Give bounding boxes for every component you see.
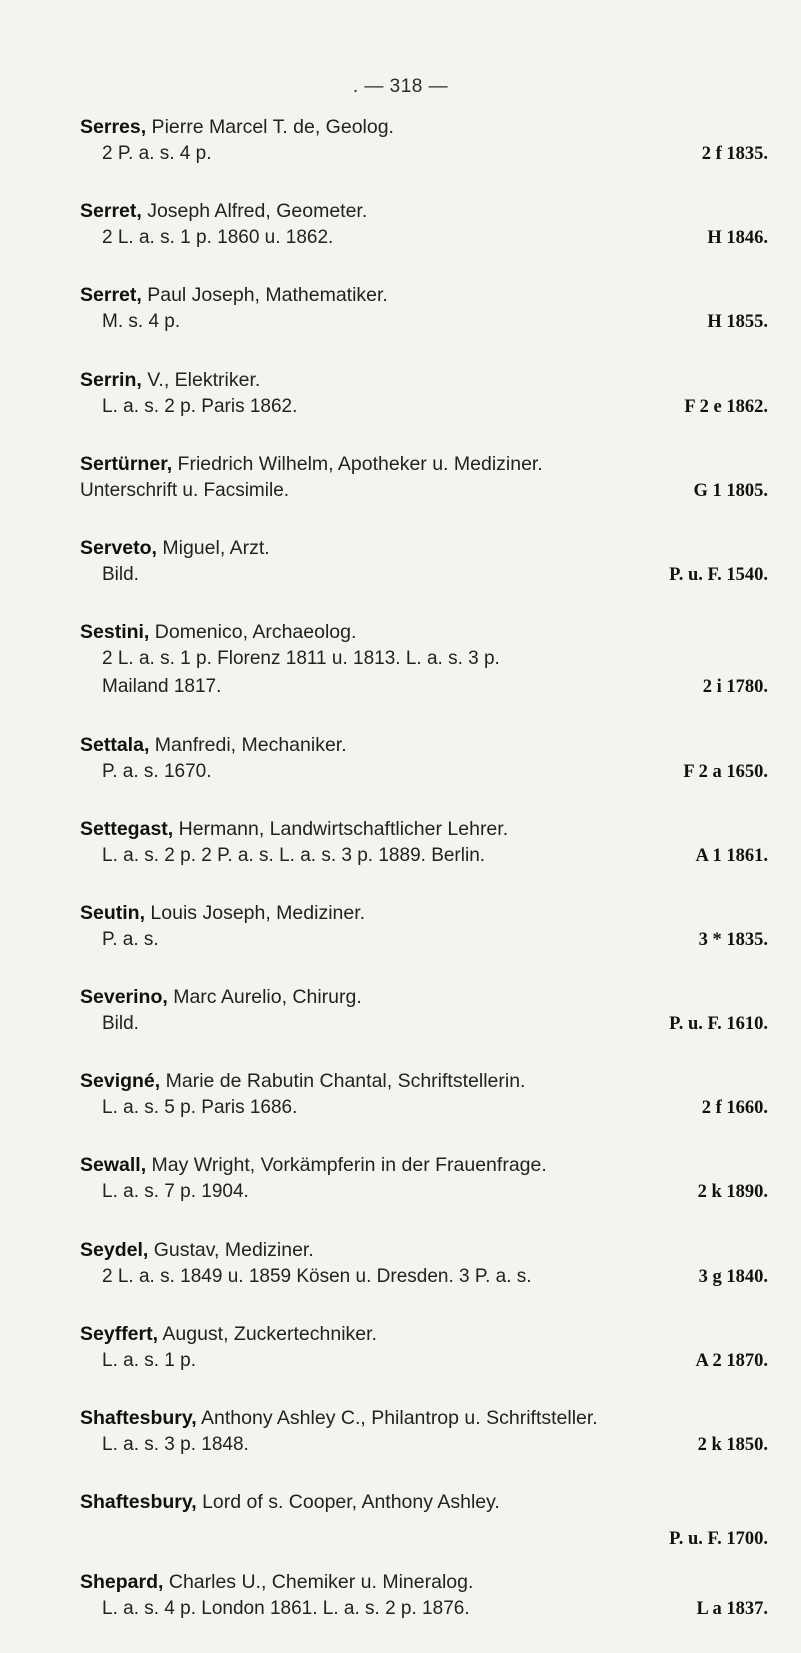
entry-heading [80,900,768,926]
entry-description: Friedrich Wilhelm, Apotheker u. Mediziner. [172,452,543,475]
entry-heading [80,198,768,224]
entry-description: Domenico, Archaeolog. [149,621,357,644]
entry-detail: L. a. s. 7 p. 1904. [102,1181,249,1203]
entry-name: Severino, [80,986,168,1009]
entry-detail: Bild. [102,563,139,585]
entry-signature: H 1855. [707,312,768,333]
catalog-entry [80,114,768,198]
entry-heading [80,732,768,758]
entry-detail-line [80,1525,768,1553]
entry-detail-line [80,140,768,168]
entry-detail-line [80,308,768,336]
entry-signature: A 1 1861. [695,845,768,866]
entry-name: Seyffert, [80,1322,159,1345]
entry-heading [80,1405,768,1431]
entry-detail: 2 L. a. s. 1849 u. 1859 Kösen u. Dresden. 3 P. a. s. [102,1265,532,1287]
entry-heading [80,367,768,393]
entry-detail-line [80,477,768,505]
entry-heading [80,282,768,308]
entry-signature: F 2 e 1862. [684,396,768,417]
entry-signature: 2 i 1780. [702,677,768,698]
entry-name: Serret, [80,200,142,223]
catalog-entry [80,816,768,900]
entry-detail: Mailand 1817. [102,676,222,698]
entry-signature: A 2 1870. [695,1350,768,1371]
page-number: . — 318 — [352,76,449,97]
entry-detail: 2 L. a. s. 1 p. Florenz 1811 u. 1813. L. a. s. 3 p. [102,648,500,670]
entry-description: Lord of s. Cooper, Anthony Ashley. [196,1491,500,1514]
entry-detail-line [80,1347,768,1375]
entry-name: Serrin, [80,368,142,391]
entry-heading [80,1152,768,1178]
entry-detail: Bild. [102,1013,139,1035]
entry-detail-line [80,393,768,421]
entry-heading [80,1489,768,1515]
catalog-entry [80,619,768,731]
entry-description: Paul Joseph, Mathematiker. [141,284,388,307]
entry-name: Shepard, [80,1571,164,1594]
entry-detail-line [80,673,768,701]
entry-heading [80,619,768,645]
entry-detail-line [80,1595,768,1623]
entry-detail-line [80,842,768,870]
catalog-entry [80,1405,768,1489]
entry-description: Gustav, Mediziner. [148,1238,314,1261]
entry-signature: 2 k 1890. [697,1182,768,1203]
entry-heading [80,114,768,140]
entry-name: Serres, [80,116,147,138]
entry-detail: L. a. s. 1 p. [102,1349,196,1371]
entry-detail-line [80,645,768,673]
entry-detail-line [80,1094,768,1122]
entry-name: Serret, [80,284,142,307]
entry-name: Sertürner, [80,452,173,475]
entry-description: Louis Joseph, Mediziner. [145,901,366,924]
entry-name: Settegast, [80,817,174,840]
entry-description: Miguel, Arzt. [156,536,270,559]
entry-detail: L. a. s. 4 p. London 1861. L. a. s. 2 p. 1876. [102,1598,470,1620]
entry-description: May Wright, Vorkämpferin in der Frauenfrage. [146,1154,547,1177]
entry-detail: L. a. s. 2 p. Paris 1862. [102,395,298,417]
catalog-entry [80,451,768,535]
entry-signature: P. u. F. 1610. [669,1014,768,1035]
entry-signature: 2 f 1835. [701,144,768,164]
entry-signature: 2 k 1850. [697,1435,768,1456]
entry-detail-line [80,1263,768,1291]
entry-detail-line [80,1178,768,1206]
entry-detail-line [80,561,768,589]
catalog-entry [80,1152,768,1236]
entry-signature: H 1846. [707,228,768,249]
catalog-entry [80,984,768,1068]
entry-detail-line [80,1431,768,1459]
entry-heading [80,535,768,561]
catalog-entry [80,732,768,816]
catalog-entry [80,367,768,451]
entry-detail-line [80,758,768,786]
entry-list [80,114,768,1653]
entry-name: Seydel, [80,1238,149,1261]
catalog-entry [80,900,768,984]
entry-detail-line [80,926,768,954]
entry-detail-line [80,224,768,252]
entry-description: Hermann, Landwirtschaftlicher Lehrer. [173,817,509,840]
entry-description: Pierre Marcel T. de, Geolog. [146,116,394,138]
entry-heading [80,1068,768,1094]
catalog-entry [80,282,768,366]
catalog-entry [80,198,768,282]
entry-description: Marie de Rabutin Chantal, Schriftstellerin. [160,1070,526,1093]
entry-detail: Unterschrift u. Facsimile. [80,479,290,501]
entry-name: Sewall, [80,1154,147,1177]
entry-detail: 2 P. a. s. 4 p. [102,143,212,164]
entry-signature: 3 * 1835. [698,929,768,950]
entry-name: Serveto, [80,536,157,559]
entry-description: August, Zuckertechniker. [158,1322,377,1345]
catalog-entry [80,1237,768,1321]
entry-name: Shaftesbury, [80,1491,197,1514]
entry-signature: 2 f 1660. [701,1098,768,1119]
entry-name: Seutin, [80,901,146,924]
entry-detail: L. a. s. 3 p. 1848. [102,1434,249,1456]
entry-detail: P. a. s. 1670. [102,760,212,782]
catalog-entry [80,535,768,619]
entry-description: V., Elektriker. [141,368,261,391]
entry-signature: P. u. F. 1540. [669,564,768,585]
entry-heading [80,816,768,842]
entry-description: Charles U., Chemiker u. Mineralog. [163,1571,474,1594]
entry-heading [80,1321,768,1347]
entry-detail-line [80,1010,768,1038]
entry-detail: M. s. 4 p. [102,311,181,333]
entry-name: Settala, [80,733,150,756]
entry-signature: L a 1837. [696,1599,768,1620]
entry-heading [80,984,768,1010]
entry-heading [80,1569,768,1595]
entry-detail: P. a. s. [102,928,159,950]
entry-detail: L. a. s. 5 p. Paris 1686. [102,1097,298,1119]
entry-name: Sestini, [80,621,150,644]
entry-name: Shaftesbury, [80,1407,197,1430]
entry-heading [80,451,768,477]
entry-detail: L. a. s. 2 p. 2 P. a. s. L. a. s. 3 p. 1889. Berlin. [102,844,486,866]
entry-signature: 3 g 1840. [698,1266,768,1287]
entry-description: Marc Aurelio, Chirurg. [167,986,362,1009]
entry-description: Manfredi, Mechaniker. [149,733,347,756]
catalog-entry [80,1569,768,1653]
catalog-entry [80,1321,768,1405]
catalog-entry [80,1068,768,1152]
entry-description: Anthony Ashley C., Philantrop u. Schriftsteller. [196,1407,598,1430]
entry-detail: 2 L. a. s. 1 p. 1860 u. 1862. [102,227,334,249]
entry-description: Joseph Alfred, Geometer. [141,200,368,223]
entry-name: Sevigné, [80,1070,161,1093]
catalog-entry [80,1489,768,1569]
entry-signature: G 1 1805. [693,480,768,501]
entry-signature: F 2 a 1650. [683,761,768,782]
entry-signature: P. u. F. 1700. [669,1529,768,1550]
